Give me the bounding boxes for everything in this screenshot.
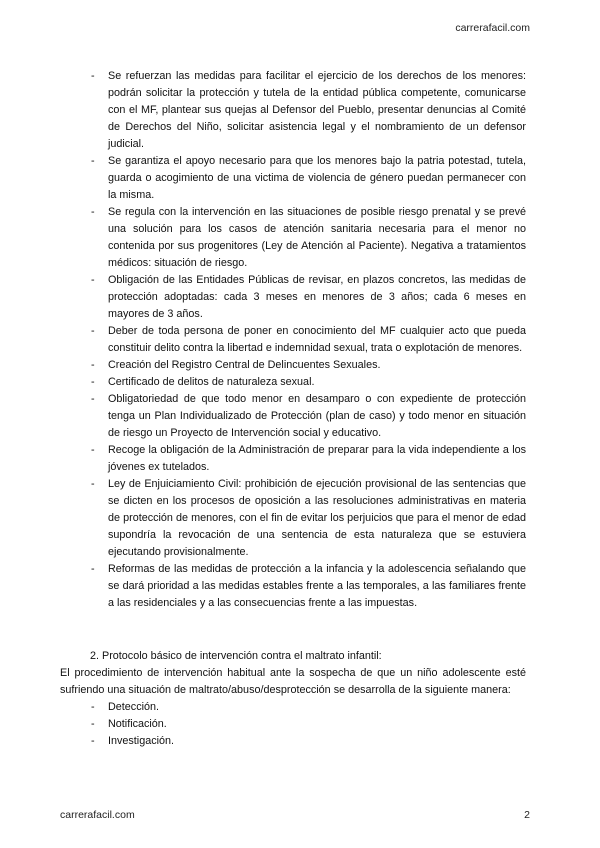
bullet-dash: - xyxy=(91,718,95,730)
list-item-text: Obligatoriedad de que todo menor en desamparo o con expediente de protección tenga un Plan Individualizado de Protección (plan de caso) y todo menor en situación de riesgo un Proyecto de Intervención social y educativo. xyxy=(108,393,526,439)
bullet-dash: - xyxy=(91,701,95,713)
header-site: carrerafacil.com xyxy=(455,22,530,34)
list-item xyxy=(90,733,526,750)
list-item xyxy=(90,716,526,733)
list-item xyxy=(90,153,526,204)
bullet-dash: - xyxy=(91,563,95,575)
bullet-dash: - xyxy=(91,359,95,371)
steps-list xyxy=(60,699,526,750)
list-item xyxy=(90,204,526,272)
bullet-dash: - xyxy=(91,70,95,82)
list-item xyxy=(90,374,526,391)
bullet-dash: - xyxy=(91,478,95,490)
list-item-text: Reformas de las medidas de protección a la infancia y la adolescencia señalando que se dará prioridad a las medidas estables frente a las temporales, a las familiares frente a las residenciales y a las consecuencias frente a las impuestas. xyxy=(108,563,526,609)
main-content xyxy=(90,68,526,612)
footer-site: carrerafacil.com xyxy=(60,809,135,821)
list-item-text: Se refuerzan las medidas para facilitar el ejercicio de los derechos de los menores: podrán solicitar la protección y tutela de la entidad pública competente, comunicarse con el MF, plantear sus quejas al Defensor del Pueblo, presentar denuncias al Comité de Derechos del Niño, solicitar asistencia legal y el nombramiento de un defensor judicial. xyxy=(108,70,526,150)
list-item-text: Creación del Registro Central de Delincuentes Sexuales. xyxy=(108,359,381,371)
bullet-dash: - xyxy=(91,325,95,337)
page-number: 2 xyxy=(524,809,530,821)
bullet-dash: - xyxy=(91,155,95,167)
list-item xyxy=(90,391,526,442)
list-item-text: Certificado de delitos de naturaleza sexual. xyxy=(108,376,315,388)
list-item xyxy=(90,442,526,476)
protocol-section xyxy=(60,648,526,750)
bullet-dash: - xyxy=(91,735,95,747)
step-text: Detección. xyxy=(108,701,160,713)
list-item xyxy=(90,699,526,716)
list-item-text: Ley de Enjuiciamiento Civil: prohibición de ejecución provisional de las sentencias que se dicten en los procesos de oposición a las resoluciones administrativas en materia de protección de menores, con el fin de evitar los perjuicios que para el menor de edad supondría la revocación de una sentencia de esta naturaleza que se estuviera ejecutando provisionalmente. xyxy=(108,478,526,558)
list-item-text: Deber de toda persona de poner en conocimiento del MF cualquier acto que pueda constituir delito contra la libertad e indemnidad sexual, trata o explotación de menores. xyxy=(108,325,526,354)
list-item xyxy=(90,68,526,153)
list-item-text: Recoge la obligación de la Administración de preparar para la vida independiente a los jóvenes ex tutelados. xyxy=(108,444,526,473)
list-item xyxy=(90,561,526,612)
list-item xyxy=(90,323,526,357)
bullet-dash: - xyxy=(91,393,95,405)
step-text: Investigación. xyxy=(108,735,175,747)
step-text: Notificación. xyxy=(108,718,167,730)
section-title: 2. Protocolo básico de intervención contra el maltrato infantil: xyxy=(90,650,382,662)
list-item xyxy=(90,476,526,561)
measures-list xyxy=(90,68,526,612)
list-item xyxy=(90,357,526,374)
bullet-dash: - xyxy=(91,376,95,388)
list-item-text: Se regula con la intervención en las situaciones de posible riesgo prenatal y se prevé una solución para los casos de atención sanitaria necesaria para el menor no contenida por sus progenitores (Ley de Atención al Paciente). Negativa a tratamientos médicos: situación de riesgo. xyxy=(108,206,526,269)
list-item xyxy=(90,272,526,323)
bullet-dash: - xyxy=(91,444,95,456)
list-item-text: Obligación de las Entidades Públicas de revisar, en plazos concretos, las medidas de protección adoptadas: cada 3 meses en menores de 3 años; cada 6 meses en mayores de 3 años. xyxy=(108,274,526,320)
bullet-dash: - xyxy=(91,206,95,218)
section-intro: El procedimiento de intervención habitual ante la sospecha de que un niño adolescente esté sufriendo una situación de maltrato/abuso/desprotección se desarrolla de la siguiente manera: xyxy=(60,667,526,696)
bullet-dash: - xyxy=(91,274,95,286)
list-item-text: Se garantiza el apoyo necesario para que los menores bajo la patria potestad, tutela, guarda o acogimiento de una victima de violencia de género puedan permanecer con la misma. xyxy=(108,155,526,201)
